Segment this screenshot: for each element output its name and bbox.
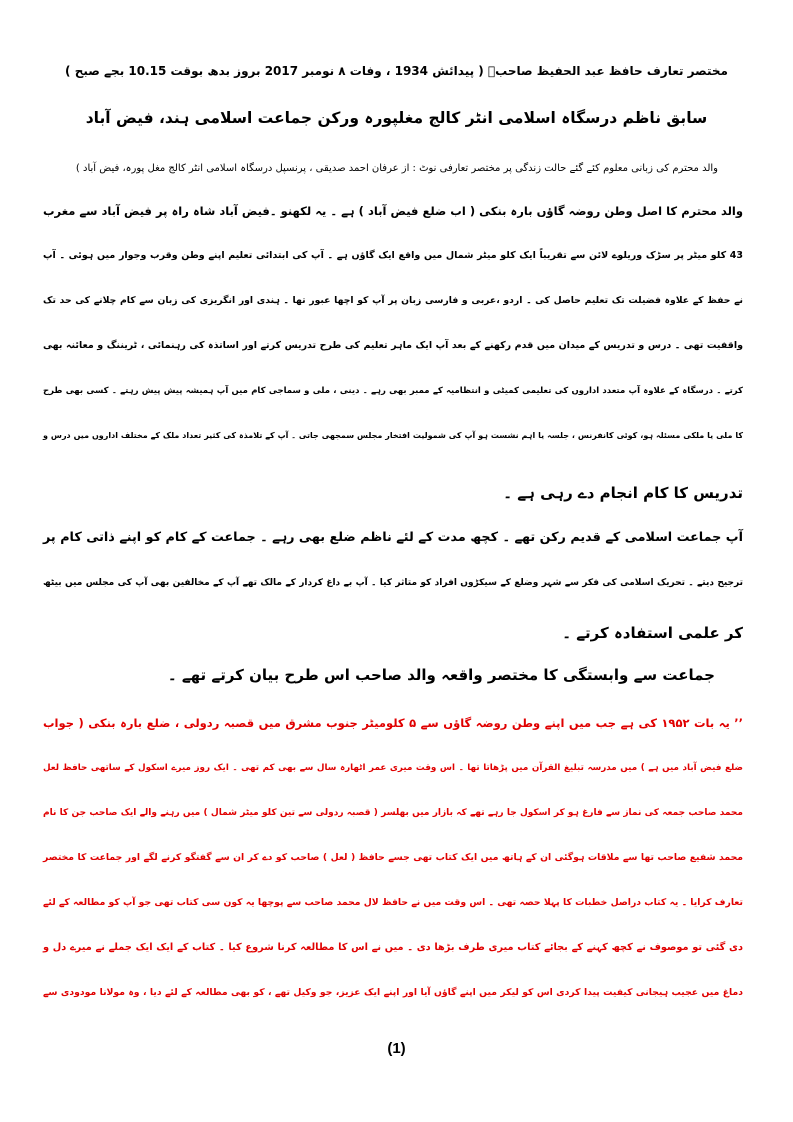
paragraph-line: تدریس کا کام انجام دے رہی ہے ۔ [503, 484, 743, 502]
quote-line: دی گئی تو موصوف نے کچھ کہنے کے بجائے کتاب میری طرف بڑھا دی ۔ میں نے اس کا مطالعہ کرنا شروع کیا ۔ کتاب کے ایک ایک جملے نے میرے دل و [43, 942, 743, 953]
paragraph-line: کرتے ۔ درسگاہ کے علاوہ آپ متعدد اداروں کی تعلیمی کمیٹی و انتظامیہ کے ممبر بھی رہے ۔ دینی ، ملی و سماجی کام میں آپ ہمیشہ پیش پیش رہتے ۔ کسی بھی طرح [43, 386, 743, 396]
quote-line: ضلع فیض آباد میں ہے ) میں مدرسہ تبلیغ القرآن میں پڑھاتا تھا ۔ اس وقت میری عمر اٹھارہ سال سے بھی کم تھی ۔ ایک روز میرے اسکول کے ساتھی حافظ لعل [43, 763, 743, 773]
paragraph-line: 43 کلو میٹر پر سڑک وریلوے لائن سے تقریباً ایک کلو میٹر شمال میں واقع ایک گاؤں ہے ۔ آپ کی ابتدائی تعلیم اپنے وطن وقرب وجوار میں ہوئی ۔ آپ [43, 250, 743, 261]
quote-line: تعارف کرایا ۔ یہ کتاب دراصل خطبات کا پہلا حصہ تھی ۔ اس وقت میں نے حافظ لال محمد صاحب سے پوچھا یہ کون سی کتاب تھی جو آپ کو مطالعہ کے لئے [43, 897, 743, 908]
quote-line: محمد شفیع صاحب تھا سے ملاقات ہوگئی ان کے ہاتھ میں ایک کتاب تھی جسے حافظ ( لعل ) صاحب کو دے کر ان سے گفتگو کرنے لگے اور جماعت کا مختصر [43, 852, 743, 863]
quote-line: دماغ میں عجیب ہیجانی کیفیت پیدا کردی اس کو لیکر میں اپنے گاؤں آیا اور اپنے ایک عزیز، جو وکیل تھے ، کو بھی مطالعہ کے لئے دیا ، وہ مولانا مودودی سے [43, 987, 743, 998]
paragraph-line: کر علمی استفادہ کرتے ۔ [562, 624, 743, 642]
paragraph-line: واقفیت تھی ۔ درس و تدریس کے میدان میں قدم رکھنے کے بعد آپ ایک ماہر تعلیم کی طرح تدریس کرتے اور اساتذہ کی رہنمائی ، ٹریننگ و معائنہ بھی [43, 340, 743, 351]
paragraph-line: نے حفظ کے علاوہ فضیلت تک تعلیم حاصل کی ۔ اردو ،عربی و فارسی زبان پر آپ کو اچھا عبور تھا ۔ ہندی اور انگریزی کی زبان سے کام چلانے کی حد تک [43, 295, 743, 306]
quote-line: ’’ یہ بات ۱۹۵۲ کی ہے جب میں اپنے وطن روضہ گاؤں سے ۵ کلومیٹر جنوب مشرق میں قصبہ ردولی ، ضلع بارہ بنکی ( جواب [43, 716, 744, 730]
paragraph-line: والد محترم کا اصل وطن روضہ گاؤں بارہ بنکی ( اب ضلع فیض آباد ) ہے ۔ یہ لکھنو ۔فیض آباد شاہ راہ پر فیض آباد سے مغرب [43, 204, 743, 218]
page-number: (1) [387, 1040, 406, 1057]
document-title: مختصر تعارف حافظ عبد الحفیظ صاحبؒ ( پیدائش 1934 ، وفات ۸ نومبر 2017 بروز بدھ بوقت 10.15 بجے صبح ) [65, 64, 728, 78]
paragraph-line: آپ جماعت اسلامی کے قدیم رکن تھے ۔ کچھ مدت کے لئے ناظم ضلع بھی رہے ۔ جماعت کے کام کو اپنے ذاتی کام پر [43, 530, 743, 545]
paragraph-line: کا ملی یا ملکی مسئلہ ہو، کوئی کانفرنس ، جلسہ یا اہم نشست ہو آپ کی شمولیت افتخار مجلس سمجھی جاتی ۔ آپ کے تلامذہ کی کثیر تعداد ملک کے مختلف اداروں میں درس و [43, 431, 743, 440]
document-subtitle: سابق ناظم درسگاہ اسلامی انٹر کالج مغلپورہ ورکن جماعت اسلامی ہند، فیض آباد [85, 109, 708, 127]
quote-line: محمد صاحب جمعہ کی نماز سے فارغ ہو کر اسکول جا رہے تھے کہ بازار میں بھلسر ( قصبہ ردولی سے تین کلو میٹر شمال ) میں رہنے والے ایک صاحب جن کا نام [43, 808, 743, 818]
paragraph-line: جماعت سے وابستگی کا مختصر واقعہ والد صاحب اس طرح بیان کرتے تھے ۔ [167, 666, 715, 684]
intro-note: والد محترم کی زبانی معلوم کئے گئے حالت زندگی پر مختصر تعارفی نوٹ : از عرفان احمد صدیقی ، پرنسپل درسگاہ اسلامی انٹر کالج مغل پورہ، فیض آباد ) [75, 163, 718, 174]
paragraph-line: ترجیح دیتے ۔ تحریک اسلامی کی فکر سے شہر وضلع کے سیکڑوں افراد کو متاثر کیا ۔ آپ بے داغ کردار کے مالک تھے آپ کے مخالفین بھی آپ کی مجلس میں بیٹھ [43, 578, 743, 588]
